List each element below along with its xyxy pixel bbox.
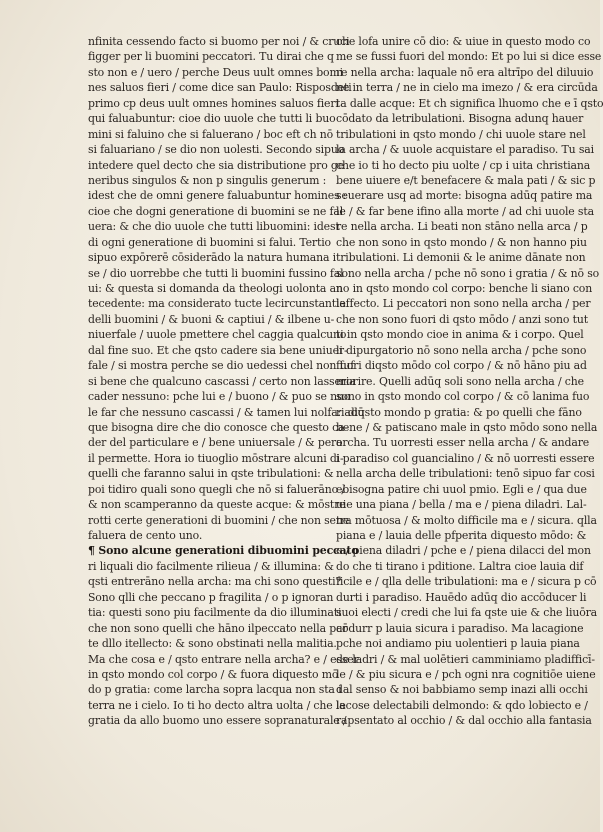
text-line: Sono qlli che peccano p fragilita / o p ignoran	[88, 590, 334, 604]
text-line: durti i paradiso. Hauēdo adūq dio accōducer li	[336, 590, 587, 604]
text-line: niuerfale / uuole pmettere chel caggia qualcuno	[88, 328, 347, 342]
text-line: qui faluabuntur: cioe dio uuole che tutti li buo	[88, 112, 336, 126]
text-line: gratia da allo buomo uno essere sopranaturale /	[88, 714, 347, 728]
text-line: archa. Tu uorresti esser nella archa / & andare	[336, 436, 590, 450]
text-line: sto non e / uero / perche Deus uult omnes bomi	[88, 65, 343, 79]
text-line: que bisogna dire che dio conosce che questo ca-	[88, 420, 348, 434]
text-line: me se fussi fuori del mondo: Et po lui si dice esse	[336, 50, 602, 64]
text-line: faluera de cento uno.	[88, 529, 203, 542]
text-line: lecose delectabili delmondo: & qdo lobiecto e /	[336, 698, 588, 712]
text-line: cioe che dogni generatione di buomini se ne fal	[88, 204, 344, 218]
text-line: de ladri / & mal uolētieri camminiamo pladifficī-	[336, 652, 595, 666]
text-line: ri liquali dio facilmente rilieua / & illumina: &	[88, 559, 334, 573]
text-line: qsti entrerāno nella archa: ma chi sono questi?	[88, 575, 342, 589]
text-line: uie una piana / bella / ma e / piena diladri. Lal-	[336, 498, 587, 512]
text-line: bene uiuere e/t benefacere & mala pati / & sic p	[336, 173, 596, 187]
text-line: fale / si mostra perche se dio uedessi chel non fuf	[88, 359, 355, 373]
text-line: idest che de omni genere faluabuntur homines :	[88, 189, 347, 203]
text-line: mini si faluino che si faluerano / boc eft ch nō	[88, 127, 334, 141]
text-line: dal fine suo. Et che qsto cadere sia bene uniuer-	[88, 343, 348, 357]
text-line: tia: questi sono piu facilmente da dio illuminati	[88, 606, 342, 620]
text-line: rotti certe generationi di buomini / che non sene	[88, 513, 350, 527]
text-line: quelli che faranno salui in qste tribulationi: &	[88, 467, 334, 481]
left-text-column	[88, 34, 365, 729]
text-line: & non scamperanno da queste acque: & mōstre	[88, 498, 346, 512]
text-line: der del particulare e / bene uniuersale / & pero	[88, 436, 343, 450]
text-line: neribus singulos & non p singulis generum :	[88, 173, 327, 187]
text-line: re nella archa: laquale nō era altrīpo del diluuio	[336, 65, 594, 79]
text-line: che io ti ho decto piu uolte / cp i uita christiana	[336, 158, 591, 172]
text-line: cader nessuno: pche lui e / buono / & puo se nuo	[88, 390, 351, 404]
text-line: ficile e / qlla delle tribulationi: ma e / sicura p cō	[336, 575, 597, 589]
text-line: ta dalle acque: Et ch significa lhuomo che e ī qsto	[336, 96, 603, 110]
text-line: terra ne i cielo. Io ti ho decto altra uolta / che la	[88, 698, 346, 712]
text-line: sono nella archa / pche nō sono i gratia / & nō so	[336, 266, 600, 280]
text-line: poi tidiro quali sono quegli che nō si faluerāno /	[88, 482, 345, 496]
text-line: Ma che cosa e / qsto entrare nella archa? e / esser	[88, 652, 359, 666]
text-line: ne in terra / ne in cielo ma imezo / & era circūda	[336, 81, 598, 95]
text-line: no in qsto mondo col corpo: benche li siano con	[336, 282, 593, 295]
text-line: il permette. Hora io tiuoglio mōstrare alcuni di-	[88, 451, 344, 465]
text-line: laffecto. Li peccatori non sono nella archa / per	[336, 297, 591, 311]
text-line: che non sono fuori di qsto mōdo / anzi sono tut	[336, 312, 588, 326]
text-line: do che ti tirano i pditione. Laltra cioe lauia dif	[336, 559, 584, 573]
text-line: do p gratia: come larcha sopra lacqua non sta i	[88, 683, 342, 697]
text-line: tribulationi in qsto mondo / chi uuole stare nel	[336, 127, 586, 141]
text-line: nella archa delle tribulationi: tenō sipuo far cosi	[336, 467, 595, 481]
text-line: primo cp deus uult omnes homines saluos fieri	[88, 96, 339, 110]
text-line: le / & piu sicura e / pch ogni nra cognitiōe uiene	[336, 667, 596, 681]
text-line: si bene che qualcuno cascassi / certo non lasseria	[88, 374, 356, 388]
text-line: ui: & questa si domanda da theologi uolonta an	[88, 282, 343, 295]
text-line: intedere quel decto che sia distributione pro ge	[88, 158, 345, 172]
text-line: tra mōtuosa / & molto difficile ma e / sicura. qlla	[336, 513, 597, 527]
text-line: di ogni generatione di buomini si falui. Tertio	[88, 235, 331, 249]
text-line: i paradiso col guancialino / & nō uorresti essere	[336, 451, 595, 465]
text-line: re nella archa. Li beati non stāno nella arca / p	[336, 220, 588, 234]
text-line: fuori diqsto mōdo col corpo / & nō hāno piu ad	[336, 359, 587, 373]
text-line: le far che nessuno cascassi / & tamen lui nolfa: adū	[88, 405, 365, 419]
text-line: rapsentato al occhio / & dal occhio alla fantasia	[336, 714, 592, 728]
text-line: delli buomini / & buoni & captiui / & ilbene u-	[88, 312, 335, 326]
text-line: tecedente: ma considerato tucte lecircunstantie	[88, 297, 346, 311]
text-line: uera: & che dio uuole che tutti libuomini: idest	[88, 220, 340, 234]
right-text-column	[336, 34, 603, 729]
text-line: tribulationi. Li demonii & le anime dānate non	[336, 251, 586, 265]
text-line: morire. Quelli adūq soli sono nella archa / che	[336, 374, 584, 388]
text-line: figger per li buomini peccatori. Tu dirai che q	[88, 50, 334, 64]
text-line: che non sono quelli che hāno ilpeccato nella par	[88, 621, 348, 635]
text-line: suoi electi / credi che lui fa qste uie & che liuōra	[336, 606, 598, 620]
text-line: se / dio uorrebbe che tutti li buomini fussino fal	[88, 266, 344, 280]
text-line: dal senso & noi babbiamo semp inazi alli occhi	[336, 683, 588, 697]
text-line: e / piena diladri / pche e / piena dilacci del mon	[336, 544, 591, 558]
text-line: si faluariano / se dio non uolesti. Secondo sipuo	[88, 143, 345, 157]
text-line: le / & far bene ifino alla morte / ad chi uuole sta	[336, 204, 594, 218]
text-line: bene / & patiscano male in qsto mōdo sono nella	[336, 420, 598, 434]
text-line: ri diqsto mondo p gratia: & po quelli che fāno	[336, 405, 582, 419]
text-line: ¶ Sono alcune generationi dibuomini peccato	[88, 544, 359, 558]
text-line: ti in qsto mondo cioe in anima & i corpo. Quel	[336, 328, 584, 342]
text-line: cōdato da letribulationi. Bisogna adunq hauer	[336, 112, 584, 126]
text-line: ebisogna patire chi uuol pmio. Egli e / qua due	[336, 482, 587, 496]
text-line: che lofa unire cō dio: & uiue in questo modo co	[336, 35, 591, 48]
text-line: seuerare usq ad morte: bisogna adūq patire ma	[336, 189, 593, 203]
text-line: cōdurr p lauia sicura i paradiso. Ma lacagione	[336, 621, 584, 635]
text-line: pche noi andiamo piu uolentieri p lauia piana	[336, 637, 580, 651]
text-line: nfinita cessendo facto si buomo per noi / & cruci	[88, 35, 350, 48]
text-line: li dipurgatorio nō sono nella archa / pche sono	[336, 343, 587, 357]
text-line: nes saluos fieri / come dice san Paulo: Risposdeti	[88, 81, 352, 95]
text-line: che non sono in qsto mondo / & non hanno piu	[336, 235, 587, 249]
text-line: in qsto mondo col corpo / & fuora diquesto mō	[88, 667, 339, 681]
text-line: sono in qsto mondo col corpo / & cō lanima fuo	[336, 390, 590, 404]
text-line: te dllo itellecto: & sono obstinati nella malitia.	[88, 637, 337, 651]
text-line: piana e / lauia delle pfperita diquesto mōdo: &	[336, 529, 587, 542]
text-line: sipuo expōrerē cōsiderādo la natura humana i	[88, 251, 336, 265]
text-line: la archa / & uuole acquistare el paradiso. Tu sai	[336, 143, 594, 157]
